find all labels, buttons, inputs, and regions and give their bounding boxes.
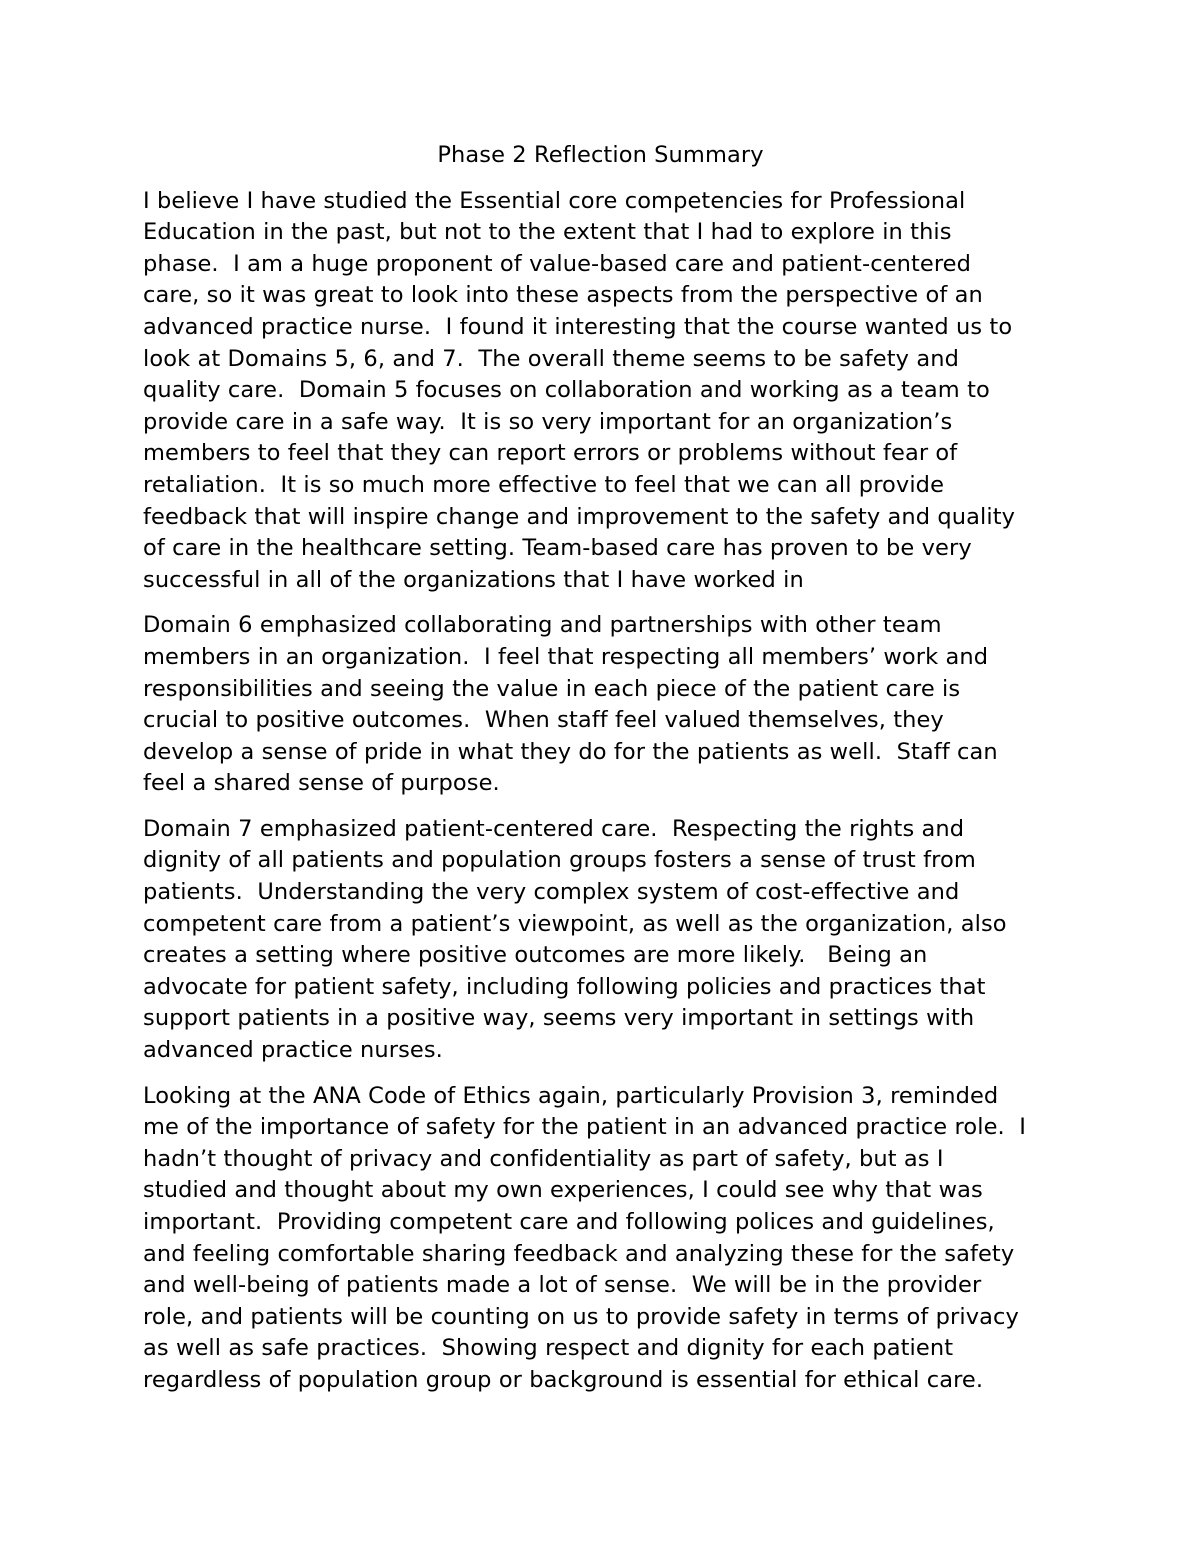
paragraph-line: Looking at the ANA Code of Ethics again, particularly Provision 3, reminded (143, 1082, 999, 1109)
paragraph-line: Domain 7 emphasized patient-centered care. Respecting the rights and (143, 815, 965, 842)
paragraph-line: Domain 6 emphasized collaborating and partnerships with other team (143, 612, 942, 639)
paragraph-line: important. Providing competent care and following polices and guidelines, (143, 1209, 995, 1235)
paragraph-line: feel a shared sense of purpose. (143, 770, 500, 797)
paragraph-line: members to feel that they can report errors or problems without fear of (143, 440, 958, 467)
paragraph-line: patients. Understanding the very complex system of cost-effective and (143, 879, 960, 906)
paragraph-line: advanced practice nurse. I found it interesting that the course wanted us to (143, 313, 1013, 340)
paragraph-line: studied and thought about my own experiences, I could see why that was (143, 1177, 983, 1204)
paragraph (143, 1081, 1058, 1397)
paragraph-line: retaliation. It is so much more effective to feel that we can all provide (143, 471, 945, 498)
paragraph-line: competent care from a patient’s viewpoint, as well as the organization, also (143, 910, 1007, 937)
paragraph-line: as well as safe practices. Showing respect and dignity for each patient (143, 1335, 954, 1362)
paragraph-line: responsibilities and seeing the value in each piece of the patient care is (143, 675, 961, 702)
paragraph-line: and feeling comfortable sharing feedback and analyzing these for the safety (143, 1240, 1015, 1267)
paragraph-line: provide care in a safe way. It is so very important for an organization’s (143, 408, 953, 435)
paragraph-line: creates a setting where positive outcomes are more likely. Being an (143, 942, 928, 969)
paragraph-line: hadn’t thought of privacy and confidentiality as part of safety, but as I (143, 1145, 944, 1172)
document-body (143, 140, 1058, 1411)
paragraph (143, 610, 1058, 800)
paragraph-line: feedback that will inspire change and improvement to the safety and quality (143, 503, 1016, 530)
paragraph-line: care, so it was great to look into these aspects from the perspective of an (143, 282, 983, 309)
paragraph-line: of care in the healthcare setting. Team-based care has proven to be very (143, 535, 972, 562)
paragraph (143, 814, 1058, 1067)
paragraphs-container (143, 186, 1058, 1397)
paragraph-line: dignity of all patients and population groups fosters a sense of trust from (143, 847, 976, 874)
paragraph-line: advanced practice nurses. (143, 1037, 443, 1064)
paragraph (143, 186, 1058, 597)
paragraph-line: successful in all of the organizations that I have worked in (143, 566, 804, 593)
paragraph-line: members in an organization. I feel that respecting all members’ work and (143, 643, 989, 670)
paragraph-line: I believe I have studied the Essential core competencies for Professional (143, 187, 966, 214)
paragraph-line: Education in the past, but not to the extent that I had to explore in this (143, 219, 952, 246)
paragraph-line: and well-being of patients made a lot of sense. We will be in the provider (143, 1272, 982, 1299)
paragraph-line: role, and patients will be counting on us to provide safety in terms of privacy (143, 1303, 1019, 1330)
paragraph-line: look at Domains 5, 6, and 7. The overall theme seems to be safety and (143, 345, 959, 372)
paragraph-line: phase. I am a huge proponent of value-based care and patient-centered (143, 250, 972, 277)
paragraph-line: develop a sense of pride in what they do for the patients as well. Staff can (143, 738, 998, 765)
paragraph-line: crucial to positive outcomes. When staff feel valued themselves, they (143, 707, 944, 734)
document-title: Phase 2 Reflection Summary (437, 142, 764, 168)
paragraph-line: advocate for patient safety, including following policies and practices that (143, 973, 986, 1000)
paragraph-line: me of the importance of safety for the patient in an advanced practice role. I (143, 1114, 1027, 1141)
paragraph-line: support patients in a positive way, seems very important in settings with (143, 1005, 975, 1032)
paragraph-line: regardless of population group or background is essential for ethical care. (143, 1366, 984, 1393)
paragraph-line: quality care. Domain 5 focuses on collaboration and working as a team to (143, 377, 990, 404)
